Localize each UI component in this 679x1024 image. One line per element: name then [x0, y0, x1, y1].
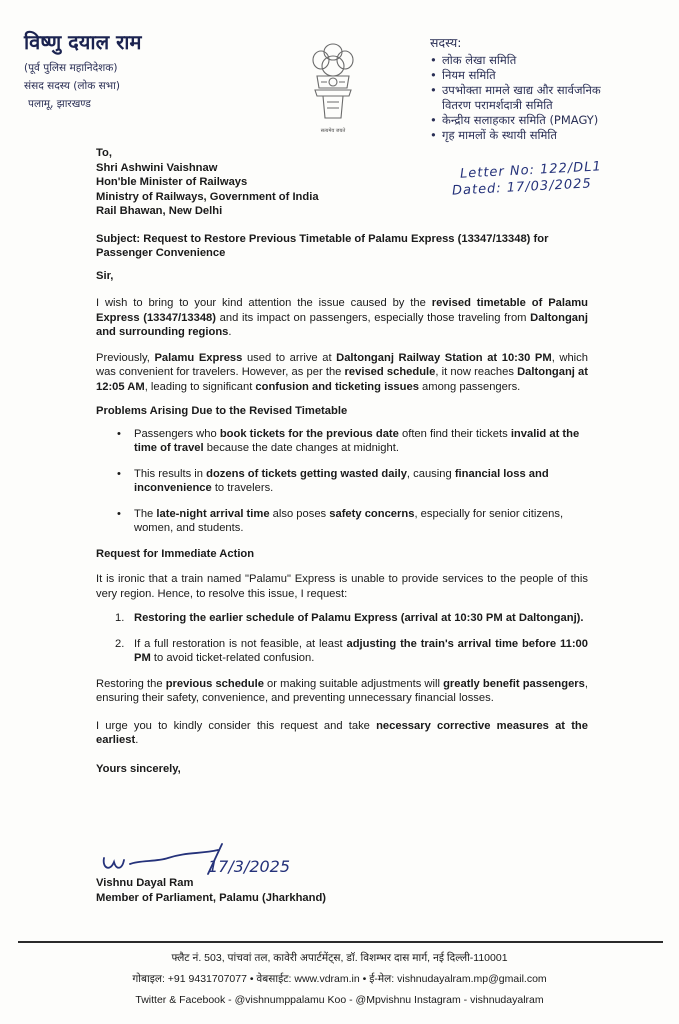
- text: used to arrive at: [242, 351, 337, 364]
- bold-text: greatly benefit passengers: [443, 677, 585, 690]
- footer-divider: [18, 941, 663, 943]
- recipient-address: [96, 146, 588, 219]
- subject-line: Subject: Request to Restore Previous Timetable of Palamu Express (13347/13348) for Passenger Convenience: [96, 232, 549, 259]
- handwritten-signature-icon: [96, 840, 336, 880]
- sender-name-hindi: विष्णु दयाल राम: [24, 30, 142, 54]
- text: .: [228, 326, 232, 338]
- letter-footer: [0, 948, 679, 1011]
- list-item: [115, 637, 588, 666]
- paragraph-restoring: [96, 677, 588, 706]
- paragraph-ironic: It is ironic that a train named "Palamu" Express is unable to provide services to the people of this very region. Hence, to resolve this issue, I request:: [96, 573, 588, 600]
- membership-item: • लोक लेखा समिति: [430, 53, 675, 68]
- signatory-name: Vishnu Dayal Ram: [96, 877, 194, 889]
- membership-item: • गृह मामलों के स्थायी समिति: [430, 128, 675, 143]
- request-heading: Request for Immediate Action: [96, 547, 255, 560]
- membership-list: [430, 34, 675, 143]
- text: because the date changes at midnight.: [203, 442, 399, 454]
- text: The: [134, 507, 157, 520]
- paragraph-previously: [96, 351, 588, 395]
- footer-social: Twitter & Facebook - @vishnumppalamu Koo - @Mpvishnu Instagram - vishnudayalram: [135, 994, 544, 1006]
- text: .: [135, 734, 139, 746]
- bold-text: revised timetable of Palamu Express (13347/13348): [96, 297, 588, 324]
- text: Passengers who: [134, 427, 220, 440]
- request-list: [96, 611, 588, 666]
- constituency: पलामू, झारखण्ड: [28, 98, 91, 110]
- footer-address: फ्लैट नं. 503, पांचवां तल, कावेरी अपार्टमेंट्स, डॉ. विशम्भर दास मार्ग, नई दिल्ली-110001: [171, 952, 508, 964]
- text: If a full restoration is not feasible, at least: [134, 637, 347, 650]
- bold-text: Daltonganj Railway Station at 10:30 PM: [336, 351, 552, 364]
- list-number: 2.: [115, 637, 125, 650]
- list-item: [134, 467, 588, 496]
- list-number: 1.: [115, 612, 125, 624]
- bold-text: revised schedule: [344, 366, 436, 378]
- text: , especially for senior citizens, women, and students.: [134, 507, 564, 534]
- address-line: Ministry of Railways, Government of India: [96, 190, 319, 203]
- bold-text: previous schedule: [165, 677, 264, 690]
- bold-text: Palamu Express: [154, 351, 243, 364]
- bold-text: Daltonganj at 12:05 AM: [96, 366, 589, 393]
- signatory-title: Member of Parliament, Palamu (Jharkhand): [96, 891, 327, 904]
- membership-item: • केन्द्रीय सलाहकार समिति (PMAGY): [430, 113, 675, 128]
- emblem-motto: सत्यमेव जयते: [320, 128, 346, 134]
- text: Restoring the: [96, 677, 166, 690]
- text: I urge you to kindly consider this request and take: [96, 719, 377, 732]
- problems-list: [96, 427, 588, 536]
- bold-text: confusion and ticketing issues: [255, 380, 419, 393]
- text: often find their tickets: [398, 427, 511, 440]
- membership-item-continued: वितरण परामर्शदात्री समिति: [442, 98, 553, 112]
- text: or making suitable adjustments will: [263, 677, 444, 690]
- footer-contact: गोबाइल: +91 9431707077 • वेबसाईट: www.vdram.in • ई-मेल: vishnudayalram.mp@gmail.com: [132, 973, 547, 985]
- problems-heading: Problems Arising Due to the Revised Timetable: [96, 405, 348, 417]
- text: , leading to significant: [144, 380, 256, 393]
- address-line: Shri Ashwini Vaishnaw: [96, 161, 218, 174]
- list-item: [134, 427, 588, 456]
- bold-text: adjusting the train's arrival time before 11:00 PM: [134, 637, 588, 664]
- paragraph-intro: [96, 296, 588, 340]
- bold-text: Daltonganj and surrounding regions: [96, 311, 588, 338]
- text: , it now reaches: [435, 366, 518, 378]
- membership-item: • उपभोक्ता मामले खाद्य और सार्वजनिक: [430, 83, 675, 98]
- text: Previously,: [96, 351, 155, 364]
- text: , causing: [406, 467, 455, 480]
- address-line: Rail Bhawan, New Delhi: [96, 205, 223, 217]
- text: among passengers.: [418, 380, 521, 393]
- bold-text: necessary corrective measures at the earliest: [96, 719, 588, 746]
- list-item: [115, 611, 588, 626]
- bold-text: late-night arrival time: [156, 507, 270, 520]
- signatory-block: [96, 876, 326, 905]
- paragraph-urge: [96, 719, 588, 748]
- text: , ensuring their safety, convenience, and preventing unnecessary financial losses.: [96, 677, 588, 704]
- bold-text: invalid at the time of travel: [134, 427, 580, 454]
- bold-text: financial loss and inconvenience: [134, 467, 549, 494]
- bold-text: Restoring the earlier schedule of Palamu Express (arrival at 10:30 PM at Daltonganj).: [134, 612, 584, 624]
- national-emblem-icon: [305, 38, 361, 130]
- text: to travelers.: [211, 482, 274, 494]
- list-item: [134, 507, 588, 536]
- salutation: Sir,: [96, 269, 114, 282]
- handwritten-date: Dated: 17/03/2025: [451, 176, 593, 199]
- membership-title: सदस्य:: [430, 35, 462, 50]
- letter-body: [96, 146, 588, 776]
- address-line: Hon'ble Minister of Railways: [96, 176, 248, 188]
- bold-text: book tickets for the previous date: [219, 427, 399, 440]
- address-to: To,: [96, 147, 112, 159]
- text: , which was convenient for travelers. However, as per the: [96, 351, 588, 378]
- mp-designation: संसद सदस्य (लोक सभा): [24, 80, 120, 92]
- bold-text: dozens of tickets getting wasted daily: [206, 467, 407, 480]
- text: also poses: [269, 507, 330, 520]
- bold-text: safety concerns: [329, 507, 415, 520]
- signature-date: 17/3/2025: [208, 857, 291, 876]
- former-post: (पूर्व पुलिस महानिदेशक): [24, 62, 118, 74]
- text: to avoid ticket-related confusion.: [150, 652, 315, 664]
- closing: Yours sincerely,: [96, 762, 181, 775]
- membership-item: • नियम समिति: [430, 68, 675, 83]
- letterhead-left: [24, 28, 141, 111]
- handwritten-letter-number: Letter No: 122/DL1: [459, 159, 603, 182]
- text: This results in: [134, 467, 207, 480]
- text: I wish to bring to your kind attention the issue caused by the: [96, 297, 432, 309]
- text: and its impact on passengers, especially those traveling from: [216, 311, 531, 324]
